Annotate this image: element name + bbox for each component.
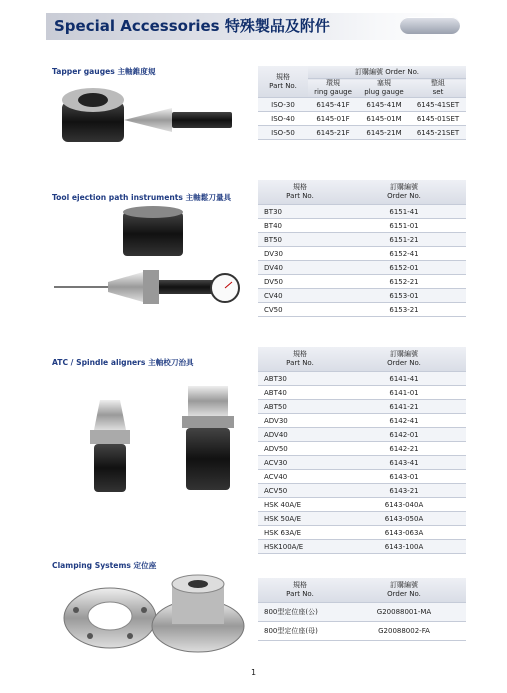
table-row [258, 126, 466, 140]
cell: 6143-41 [342, 456, 466, 470]
page-title: Special Accessories 特殊製品及附件 [54, 17, 330, 35]
table-row [258, 205, 466, 219]
col-order-zh: 訂購編號 [355, 67, 383, 76]
col-order-en: Order No. [387, 192, 421, 200]
cell: 6145-01M [358, 112, 410, 126]
cell: 6141-41 [342, 372, 466, 386]
cell: 6143-21 [342, 484, 466, 498]
col-part-zh: 規格 [276, 72, 290, 81]
cell: 6152-21 [342, 275, 466, 289]
table-row [258, 219, 466, 233]
col-plug-en: plug gauge [364, 88, 404, 96]
page-number: 1 [250, 668, 257, 677]
col-ring-zh: 環規 [325, 79, 340, 87]
cell: 800型定位座(公) [258, 603, 342, 622]
cell: DV40 [258, 261, 342, 275]
cell: BT50 [258, 233, 342, 247]
table-row [258, 498, 466, 512]
cell: 6145-41M [358, 98, 410, 112]
cell: ABT30 [258, 372, 342, 386]
cell: DV50 [258, 275, 342, 289]
header-decoration [400, 17, 460, 34]
table-row [258, 98, 466, 112]
cell: HSK100A/E [258, 540, 342, 554]
cell: G20088001-MA [342, 603, 466, 622]
cell: 6141-21 [342, 400, 466, 414]
cell: G20088002-FA [342, 622, 466, 641]
clamping-system-table [258, 578, 466, 641]
cell: BT30 [258, 205, 342, 219]
taper-gauge-image [52, 80, 257, 150]
cell: ACV30 [258, 456, 342, 470]
table-row [258, 112, 466, 126]
cell: BT40 [258, 219, 342, 233]
tool-ejection-table [258, 180, 466, 317]
table-row [258, 261, 466, 275]
cell: 800型定位座(母) [258, 622, 342, 641]
col-part-zh: 規格 [293, 183, 307, 191]
cell: 6145-01F [308, 112, 358, 126]
col-order-zh: 訂購編號 [390, 350, 418, 358]
cell: 6145-41F [308, 98, 358, 112]
table-row [258, 414, 466, 428]
col-part-en: Part No. [286, 590, 314, 598]
col-order-en: Order No. [385, 67, 419, 76]
col-part-zh: 規格 [293, 581, 307, 589]
cell: 6143-050A [342, 512, 466, 526]
cell: 6145-21F [308, 126, 358, 140]
cell: ACV40 [258, 470, 342, 484]
col-part-zh: 規格 [293, 350, 307, 358]
section-title-atc: ATC / Spindle aligners 主軸校刀治具 [52, 358, 194, 367]
col-part-en: Part No. [269, 81, 297, 90]
table-row [258, 603, 466, 622]
cell: ISO-30 [258, 98, 308, 112]
table-row [258, 456, 466, 470]
cell: HSK 40A/E [258, 498, 342, 512]
col-order-zh: 訂購編號 [390, 183, 418, 191]
cell: ABT50 [258, 400, 342, 414]
cell: 6145-41SET [410, 98, 466, 112]
cell: 6153-01 [342, 289, 466, 303]
cell: 6145-21SET [410, 126, 466, 140]
cell: 6143-063A [342, 526, 466, 540]
table-row [258, 386, 466, 400]
cell: 6143-100A [342, 540, 466, 554]
section-title-taper: Tapper gauges 主軸錐度規 [52, 67, 156, 76]
col-ring-en: ring gauge [314, 88, 352, 96]
table-row [258, 247, 466, 261]
table-row [258, 470, 466, 484]
table-row [258, 289, 466, 303]
table-row [258, 512, 466, 526]
cell: 6151-21 [342, 233, 466, 247]
cell: HSK 50A/E [258, 512, 342, 526]
cell: CV50 [258, 303, 342, 317]
clamping-system-image [60, 570, 250, 662]
cell: 6151-01 [342, 219, 466, 233]
table-row [258, 233, 466, 247]
cell: 6142-41 [342, 414, 466, 428]
cell: 6145-21M [358, 126, 410, 140]
cell: ADV40 [258, 428, 342, 442]
table-row [258, 303, 466, 317]
cell: ISO-40 [258, 112, 308, 126]
cell: 6143-01 [342, 470, 466, 484]
table-row [258, 428, 466, 442]
col-set-en: set [432, 88, 444, 96]
table-row [258, 442, 466, 456]
cell: 6153-21 [342, 303, 466, 317]
col-order-zh: 訂購編號 [390, 581, 418, 589]
tool-ejection-image [48, 204, 256, 314]
table-row [258, 484, 466, 498]
col-plug-zh: 塞規 [377, 79, 391, 87]
cell: ADV50 [258, 442, 342, 456]
section-title-tool-ejection: Tool ejection path instruments 主軸鬆刀量具 [52, 193, 232, 202]
cell: 6141-01 [342, 386, 466, 400]
table-row [258, 622, 466, 641]
cell: 6142-21 [342, 442, 466, 456]
col-order-en: Order No. [387, 590, 421, 598]
col-part-en: Part No. [286, 192, 314, 200]
table-row [258, 400, 466, 414]
cell: 6152-41 [342, 247, 466, 261]
cell: CV40 [258, 289, 342, 303]
atc-aligner-image [60, 380, 250, 500]
cell: 6143-040A [342, 498, 466, 512]
table-row [258, 275, 466, 289]
col-set-zh: 整組 [431, 79, 446, 87]
cell: ISO-50 [258, 126, 308, 140]
cell: 6145-01SET [410, 112, 466, 126]
taper-gauge-table [258, 66, 466, 140]
table-row [258, 526, 466, 540]
cell: HSK 63A/E [258, 526, 342, 540]
cell: ABT40 [258, 386, 342, 400]
table-row [258, 372, 466, 386]
cell: 6142-01 [342, 428, 466, 442]
table-row [258, 540, 466, 554]
col-part-en: Part No. [286, 359, 314, 367]
section-title-clamping: Clamping Systems 定位座 [52, 561, 157, 570]
atc-aligner-table [258, 347, 466, 554]
cell: DV30 [258, 247, 342, 261]
cell: 6152-01 [342, 261, 466, 275]
cell: ACV50 [258, 484, 342, 498]
col-order-en: Order No. [387, 359, 421, 367]
cell: 6151-41 [342, 205, 466, 219]
cell: ADV30 [258, 414, 342, 428]
